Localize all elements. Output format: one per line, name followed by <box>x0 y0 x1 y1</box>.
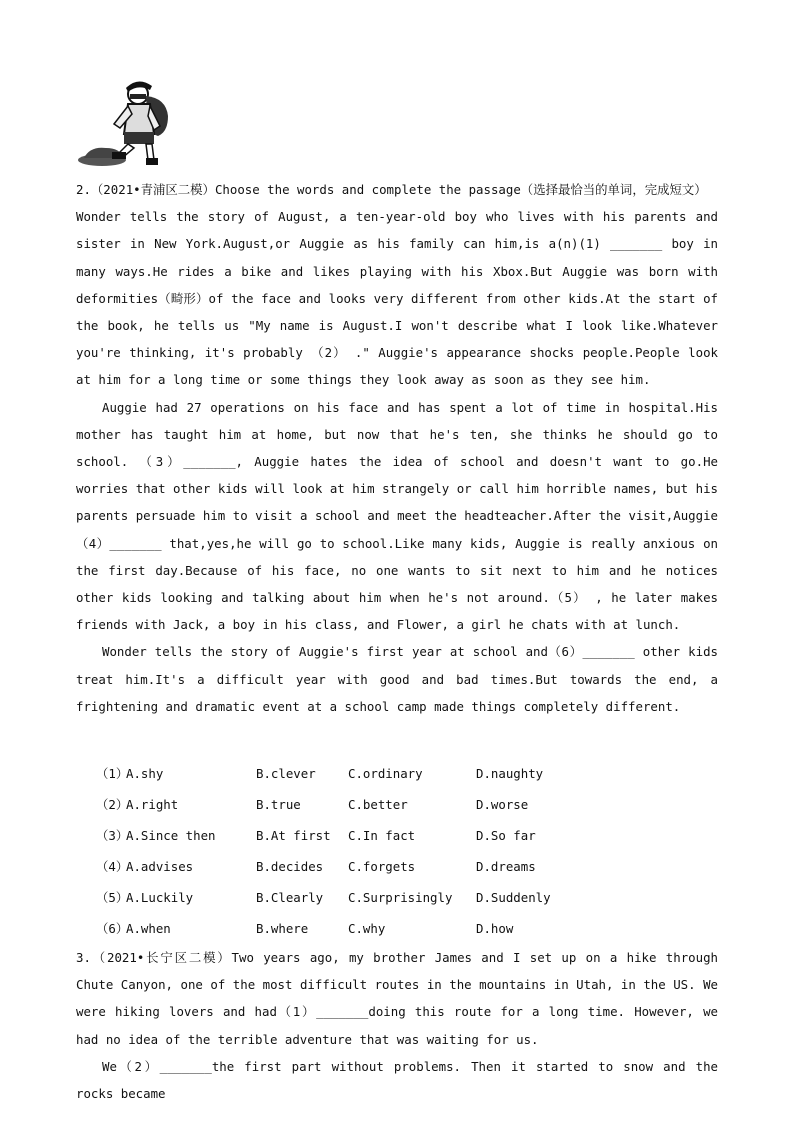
option-number: （3） <box>96 827 129 843</box>
option-a: A.shy <box>126 765 164 781</box>
option-c: C.ordinary <box>348 765 423 781</box>
question-3-paragraph: 3.（2021•长宁区二模）Two years ago, my brother James and I set up on a hike through Chute Canyon, one of the most difficult routes in the mountains in Utah, in the US. We were hiking lovers and had（1）_______doing this route for a long time. However, we had no idea of the terrible adventure that was waiting for us. <box>76 950 718 1047</box>
option-a: A.advises <box>126 858 194 874</box>
option-number: （2） <box>96 796 129 812</box>
option-c: C.In fact <box>348 827 416 843</box>
passage-paragraph: Auggie had 27 operations on his face and has spent a lot of time in hospital.His mother has taught him at home, but now that he's ten, she thinks he should go to school. （3）_______, Auggie hates the idea of school and doesn't want to go.He worries that other kids will look at him strangely or call him horrible names, but his parents persuade him to visit a school and meet the headteacher.After the visit,Auggie（4）_______ that,yes,he will go to school.Like many kids, Auggie is really anxious on the first day.Because of his face, no one wants to sit next to him and he notices other kids looking and talking about him when he's not around.（5） , he later makes friends with Jack, a boy in his class, and Flower, a girl he chats with at lunch. <box>76 399 718 633</box>
option-a: A.right <box>126 796 179 812</box>
option-b: B.clever <box>256 765 316 781</box>
option-b: B.Clearly <box>256 889 324 905</box>
spacer <box>76 720 718 758</box>
option-row <box>96 882 718 913</box>
option-d: D.how <box>476 920 514 936</box>
option-number: （1） <box>96 765 129 781</box>
option-c: C.Surprisingly <box>348 889 453 905</box>
question-2-heading: 2.（2021•青浦区二模）Choose the words and complete the passage（选择最恰当的单词，完成短文） <box>76 182 707 197</box>
option-d: D.naughty <box>476 765 544 781</box>
hiker-illustration <box>76 76 184 168</box>
option-row <box>96 789 718 820</box>
option-b: B.where <box>256 920 309 936</box>
option-d: D.worse <box>476 796 529 812</box>
passage-paragraph: Wonder tells the story of Auggie's first year at school and（6）_______ other kids treat him.It's a difficult year with good and bad times.But towards the end, a frightening and dramatic event at a school camp made things completely different. <box>76 644 718 714</box>
option-b: B.true <box>256 796 301 812</box>
option-c: C.forgets <box>348 858 416 874</box>
option-d: D.So far <box>476 827 536 843</box>
option-a: A.Luckily <box>126 889 194 905</box>
content-area <box>76 176 718 1107</box>
option-row <box>96 758 718 789</box>
option-number: （5） <box>96 889 129 905</box>
option-a: A.Since then <box>126 827 216 843</box>
question-3-paragraph: We（2）_______the first part without problems. Then it started to snow and the rocks became <box>76 1058 718 1102</box>
option-b: B.decides <box>256 858 324 874</box>
answer-options <box>96 758 718 944</box>
option-number: （6） <box>96 920 129 936</box>
option-a: A.when <box>126 920 171 936</box>
passage-paragraph: Wonder tells the story of August, a ten‐year‐old boy who lives with his parents and sister in New York.August,or Auggie as his family can him,is a(n)(1) _______ boy in many ways.He rides a bike and likes playing with his Xbox.But Auggie was born with deformities（畸形）of the face and looks very different from other kids.At the start of the book, he tells us "My name is August.I won't describe what I look like.Whatever you're thinking, it's probably （2） ." Auggie's appearance shocks people.People look at him for a long time or some things they look away as soon as they see him. <box>76 209 718 388</box>
option-number: （4） <box>96 858 129 874</box>
option-d: D.dreams <box>476 858 536 874</box>
option-row <box>96 851 718 882</box>
option-row <box>96 820 718 851</box>
option-row <box>96 913 718 944</box>
option-d: D.Suddenly <box>476 889 551 905</box>
option-b: B.At first <box>256 827 331 843</box>
option-c: C.better <box>348 796 408 812</box>
option-c: C.why <box>348 920 386 936</box>
